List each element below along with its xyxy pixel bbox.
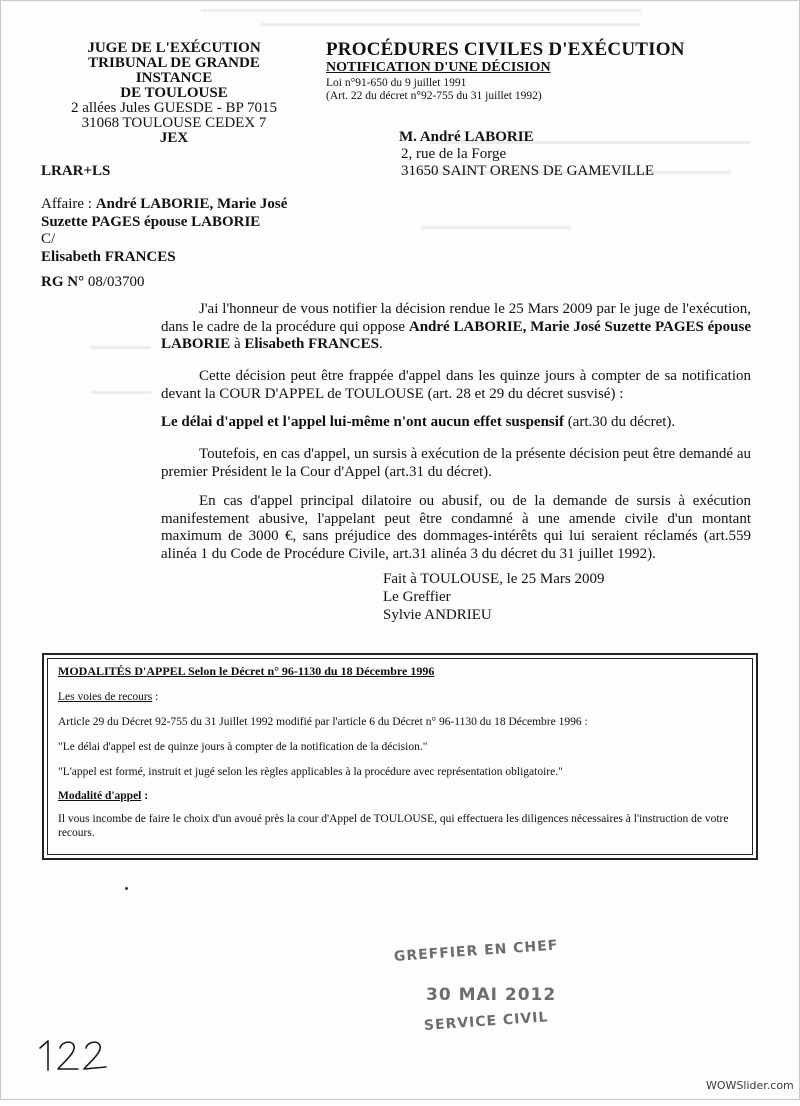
signature-role: Le Greffier [383, 589, 451, 605]
affaire-label: Affaire : [41, 196, 96, 212]
quote-delay: "Le délai d'appel est de quinze jours à compter de la notification de la décision." [58, 741, 428, 753]
appeal-modalities-box [42, 653, 758, 860]
recipient-city: 31650 SAINT ORENS DE GAMEVILLE [401, 163, 655, 179]
stamp-date: 30 MAI 2012 [426, 985, 557, 1005]
party2: Elisabeth FRANCES [41, 248, 176, 265]
handwritten-page-number [36, 1036, 116, 1081]
court-name-line3: INSTANCE [135, 70, 213, 86]
case-parties [41, 196, 287, 266]
mail-type: LRAR+LS [41, 163, 111, 179]
p3-rest: (art.30 du décret). [563, 414, 676, 430]
p1-opponent: Elisabeth FRANCES [244, 336, 379, 352]
stamp-greffier-line: GREFFIER EN CHEF [393, 937, 559, 965]
appeal-box-title: MODALITÉS D'APPEL Selon le Décret n° 96-1130 du 18 Décembre 1996 [58, 664, 435, 678]
p1-end: . [378, 336, 383, 352]
law-reference: Loi n°91-650 du 9 juillet 1991 [326, 77, 467, 89]
voies-recours-heading [58, 690, 748, 704]
signature-name: Sylvie ANDRIEU [383, 607, 492, 623]
article-reference: Article 29 du Décret 92-755 du 31 Juillet 1992 modifié par l'article 6 du Décret n° 96-1130 du 18 Décembre 1996 : [58, 716, 588, 728]
appeal-box-inner-border [47, 658, 753, 855]
p1-text: J'ai l'honneur de vous notifier la décision rendue le 25 Mars 2009 par le juge de l'exécution, dans le cadre de la procédure qui oppose [161, 301, 751, 335]
modalite-label: Modalité d'appel [58, 790, 142, 802]
paragraph-appeal-delay: Cette décision peut être frappée d'appel dans les quinze jours à compter de sa notification devant la COUR D'APPEL de TOULOUSE (art. 28 et 29 du décret susvisé) : [161, 368, 751, 402]
court-name-line4: DE TOULOUSE [120, 85, 228, 101]
document-subtitle: NOTIFICATION D'UNE DÉCISION [326, 60, 551, 75]
paragraph-sursis: Toutefois, en cas d'appel, un sursis à exécution de la présente décision peut être demandé au premier Président le la Cour d'Appel (art.31 du décret). [161, 446, 751, 480]
paragraph-amende: En cas d'appel principal dilatoire ou abusif, ou de la demande de sursis à exécution manifestement abusive, l'appelant peut être condamné à une amende civile d'un montant maximum de 3000 €, sans préjudice des dommages-intérêts qui lui seraient réclamés (art.559 alinéa 1 du Code de Procédure Civile, art.31 alinéa 3 du décret du 31 juillet 1992). [161, 493, 751, 562]
party1-line1: André LABORIE, Marie José [95, 196, 288, 212]
speck [125, 887, 128, 890]
court-address-block [43, 41, 305, 146]
signature-place-date: Fait à TOULOUSE, le 25 Mars 2009 [383, 571, 605, 587]
versus-label: C/ [41, 231, 56, 247]
stamp-service-line: SERVICE CIVIL [423, 1009, 549, 1034]
court-service: JEX [159, 130, 189, 146]
court-name-line1: JUGE DE L'EXÉCUTION [87, 40, 261, 56]
court-city: 31068 TOULOUSE CEDEX 7 [81, 115, 267, 131]
paragraph-non-suspensive [161, 414, 751, 432]
p1-connector: à [230, 336, 245, 352]
modalite-text: Il vous incombe de faire le choix d'un avoué près la cour d'Appel de TOULOUSE, qui effectuera les diligences nécessaires à l'instruction de votre recours. [58, 813, 729, 839]
signature-block [383, 570, 605, 624]
voies-recours-colon: : [152, 691, 159, 703]
modalite-colon: : [141, 790, 149, 802]
case-number [41, 274, 145, 291]
party1-line2: Suzette PAGES épouse LABORIE [41, 213, 261, 230]
modalite-heading [58, 789, 748, 803]
p3-bold: Le délai d'appel et l'appel lui-même n'ont aucun effet suspensif [161, 414, 564, 430]
document-title: PROCÉDURES CIVILES D'EXÉCUTION [326, 39, 685, 60]
recipient-street: 2, rue de la Forge [401, 146, 507, 162]
court-name-line2: TRIBUNAL DE GRANDE [88, 55, 260, 71]
watermark-text: WOWSlider.com [706, 1079, 794, 1092]
rg-label: RG N° [41, 274, 85, 290]
court-street: 2 allées Jules GUESDE - BP 7015 [70, 100, 278, 116]
decree-reference: (Art. 22 du décret n°92-755 du 31 juillet 1992) [326, 90, 542, 102]
voies-recours-label: Les voies de recours [58, 691, 153, 703]
recipient-name: M. André LABORIE [399, 129, 534, 145]
quote-procedure: "L'appel est formé, instruit et jugé selon les règles applicables à la procédure avec représentation obligatoire." [58, 766, 563, 778]
p1-parties: André LABORIE, Marie José Suzette PAGES épouse LABORIE [161, 318, 751, 352]
paragraph-notification [161, 301, 751, 354]
recipient-address [399, 129, 654, 180]
rg-number: 08/03700 [84, 274, 145, 290]
